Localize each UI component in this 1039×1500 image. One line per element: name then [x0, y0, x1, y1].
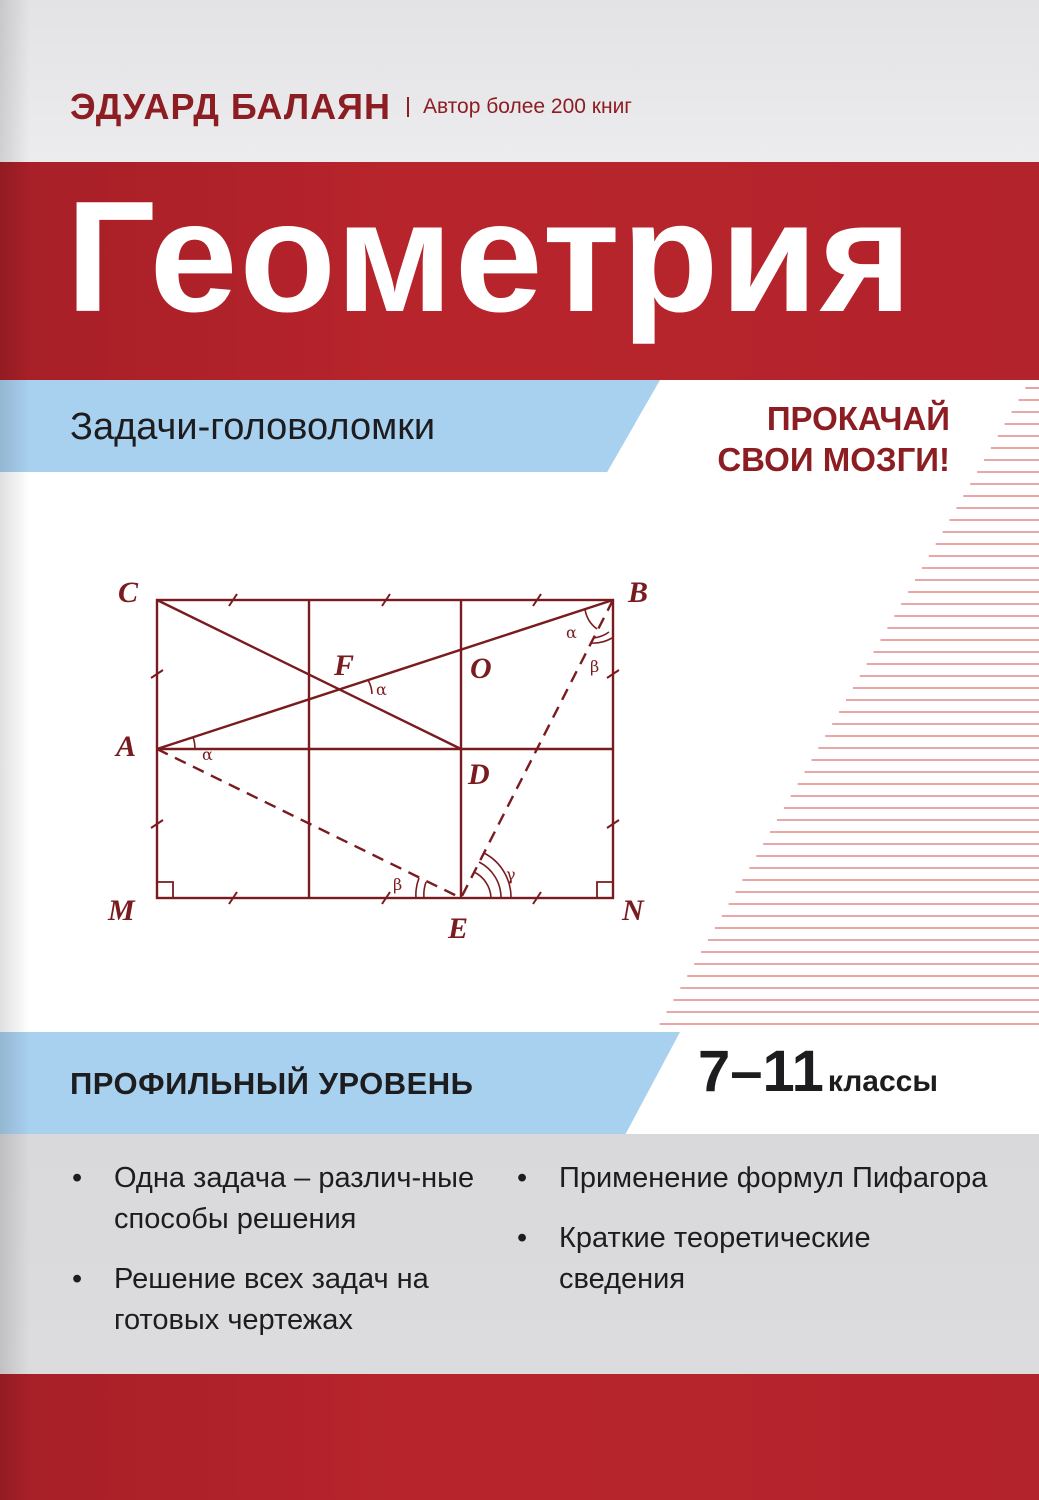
label-b: B	[628, 576, 649, 609]
label-m: M	[108, 894, 135, 927]
author-row	[70, 86, 632, 128]
segment-ab	[157, 600, 613, 749]
angle-alpha-f: α	[376, 680, 387, 699]
author-name: ЭДУАРД БАЛАЯН	[70, 86, 391, 127]
author-note: Автор более 200 книг	[422, 95, 632, 118]
author-divider	[407, 97, 409, 117]
top-band	[0, 0, 1039, 162]
angle-arc-b2	[593, 632, 609, 638]
label-n: N	[622, 894, 644, 927]
feature-item: • Одна задача – различ-ные способы решения	[70, 1158, 510, 1240]
label-e: E	[448, 912, 469, 945]
spine-shadow	[0, 0, 30, 1500]
diagram-lines	[157, 600, 613, 898]
angle-arc-a	[193, 737, 195, 749]
features-left	[70, 1158, 510, 1360]
angle-gamma-e: γ	[506, 865, 516, 884]
book-title: Геометрия	[66, 169, 914, 345]
feature-item: • Решение всех задач на готовых чертежах	[70, 1259, 510, 1341]
label-d: D	[468, 758, 490, 791]
angle-arc-f	[368, 680, 372, 694]
right-angle-n	[597, 882, 613, 898]
right-angle-m	[157, 882, 173, 898]
label-f: F	[334, 649, 355, 682]
angle-beta-e: β	[393, 875, 403, 894]
bottom-band	[0, 1374, 1039, 1500]
geometry-diagram	[0, 380, 1039, 1032]
grades-word: классы	[827, 1065, 938, 1098]
grades	[698, 1038, 938, 1105]
level-label: ПРОФИЛЬНЫЙ УРОВЕНЬ	[70, 1066, 474, 1101]
angle-beta-b: β	[590, 657, 600, 676]
angle-arc-b1	[585, 609, 597, 629]
features-right	[515, 1158, 995, 1319]
angle-arc-e2	[424, 882, 426, 898]
angle-labels	[202, 623, 599, 894]
angle-arc-e3	[474, 872, 491, 898]
angle-arc-e1	[416, 878, 419, 898]
book-subtitle: Задачи-головоломки	[70, 406, 436, 448]
slogan-line-2: СВОИ МОЗГИ!	[717, 441, 950, 478]
grades-number: 7–11	[698, 1039, 824, 1104]
label-a: A	[116, 730, 137, 763]
angle-alpha-b: α	[566, 623, 577, 642]
label-c: C	[118, 576, 139, 609]
slogan-line-1: ПРОКАЧАЙ	[766, 400, 950, 437]
label-o: O	[470, 652, 492, 685]
feature-item: • Применение формул Пифагора	[515, 1158, 995, 1199]
feature-item: • Краткие теоретические сведения	[515, 1218, 995, 1300]
angle-alpha-a: α	[202, 745, 213, 764]
